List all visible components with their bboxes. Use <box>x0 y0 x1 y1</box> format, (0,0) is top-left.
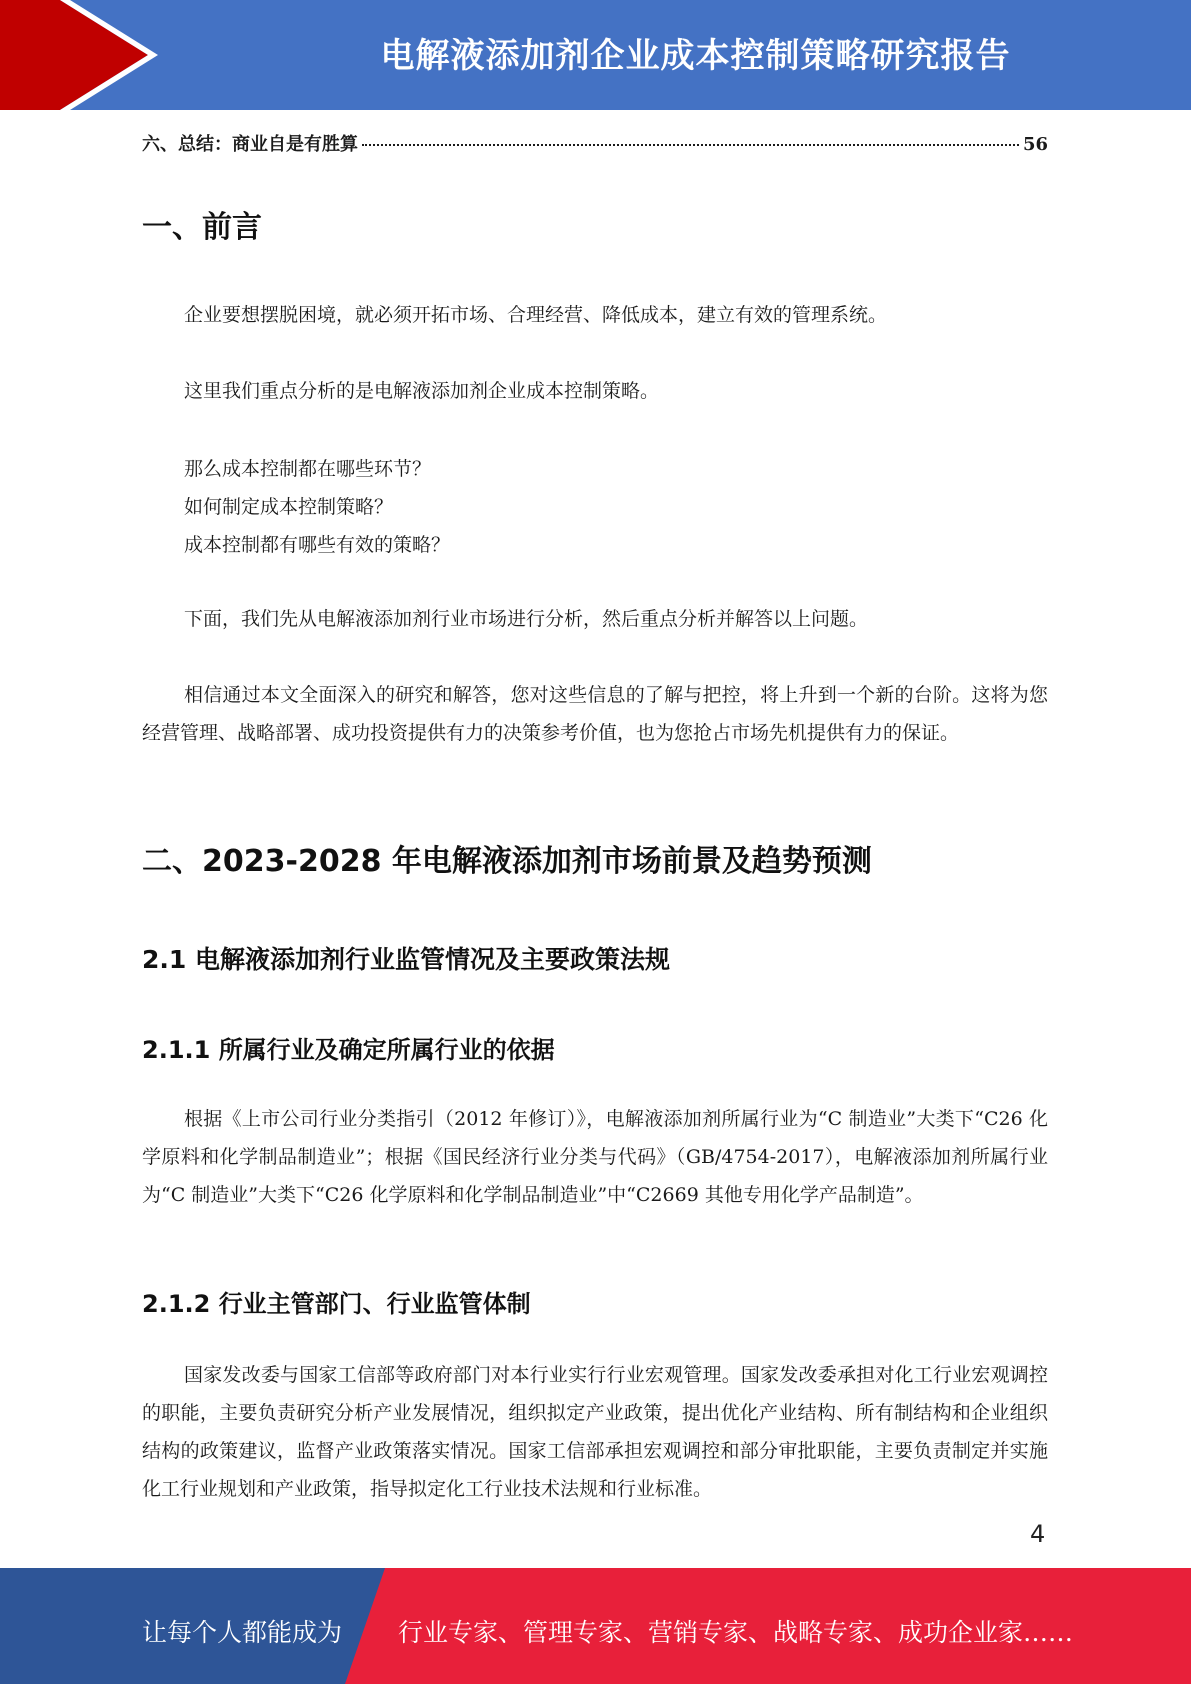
page-number: 4 <box>1030 1520 1046 1548</box>
paragraph-intro-3: 下面，我们先从电解液添加剂行业市场进行分析，然后重点分析并解答以上问题。 <box>184 608 869 630</box>
header-title: 电解液添加剂企业成本控制策略研究报告 <box>380 36 1011 76</box>
paragraph-intro-4: 相信通过本文全面深入的研究和解答，您对这些信息的了解与把控，将上升到一个新的台阶。这将为您经营管理、战略部署、成功投资提供有力的决策参考价值，也为您抢占市场先机提供有力的保证。 <box>142 684 1048 744</box>
question-item-1: 那么成本控制都在哪些环节？ <box>184 458 432 480</box>
footer-slogan-right: 行业专家、管理专家、营销专家、战略专家、成功企业家…… <box>398 1618 1074 1647</box>
subsection-heading-2-1-1: 2.1.1 所属行业及确定所属行业的依据 <box>142 1036 555 1064</box>
header-banner <box>0 0 1191 110</box>
toc-entry-label: 六、总结：商业自是有胜算 <box>142 134 358 155</box>
question-item-2: 如何制定成本控制策略？ <box>184 496 394 518</box>
footer-slogan-left: 让每个人都能成为 <box>142 1618 343 1647</box>
subsection-heading-2-1: 2.1 电解液添加剂行业监管情况及主要政策法规 <box>142 945 670 974</box>
toc-dot-leader <box>362 144 1019 146</box>
paragraph-regulation: 国家发改委与国家工信部等政府部门对本行业实行行业宏观管理。国家发改委承担对化工行业宏观调控的职能，主要负责研究分析产业发展情况，组织拟定产业政策，提出优化产业结构、所有制结构和企业组织结构的政策建议，监督产业政策落实情况。国家工信部承担宏观调控和部分审批职能，主要负责制定并实施化工行业规划和产业政策，指导拟定化工行业技术法规和行业标准。 <box>142 1364 1048 1500</box>
toc-entry-page: 56 <box>1022 134 1048 155</box>
section-heading-preface: 一、前言 <box>142 210 262 245</box>
section-heading-market: 二、2023-2028 年电解液添加剂市场前景及趋势预测 <box>142 844 872 879</box>
paragraph-industry-classification: 根据《上市公司行业分类指引（2012 年修订）》，电解液添加剂所属行业为“C 制造业”大类下“C26 化学原料和化学制品制造业”；根据《国民经济行业分类与代码》（GB/4754-2017），电解液添加剂所属行业为“C 制造业”大类下“C26 化学原料和化学制品制造业”中“C2669 其他专用化学产品制造”。 <box>142 1108 1048 1206</box>
question-item-3: 成本控制都有哪些有效的策略？ <box>184 534 451 556</box>
paragraph-intro-2: 这里我们重点分析的是电解液添加剂企业成本控制策略。 <box>184 380 660 402</box>
paragraph-intro-1: 企业要想摆脱困境，就必须开拓市场、合理经营、降低成本，建立有效的管理系统。 <box>184 304 888 326</box>
header-chevron-graphic <box>0 0 160 110</box>
footer-banner <box>0 1568 1191 1684</box>
subsection-heading-2-1-2: 2.1.2 行业主管部门、行业监管体制 <box>142 1290 531 1318</box>
toc-entry[interactable] <box>142 130 1048 156</box>
